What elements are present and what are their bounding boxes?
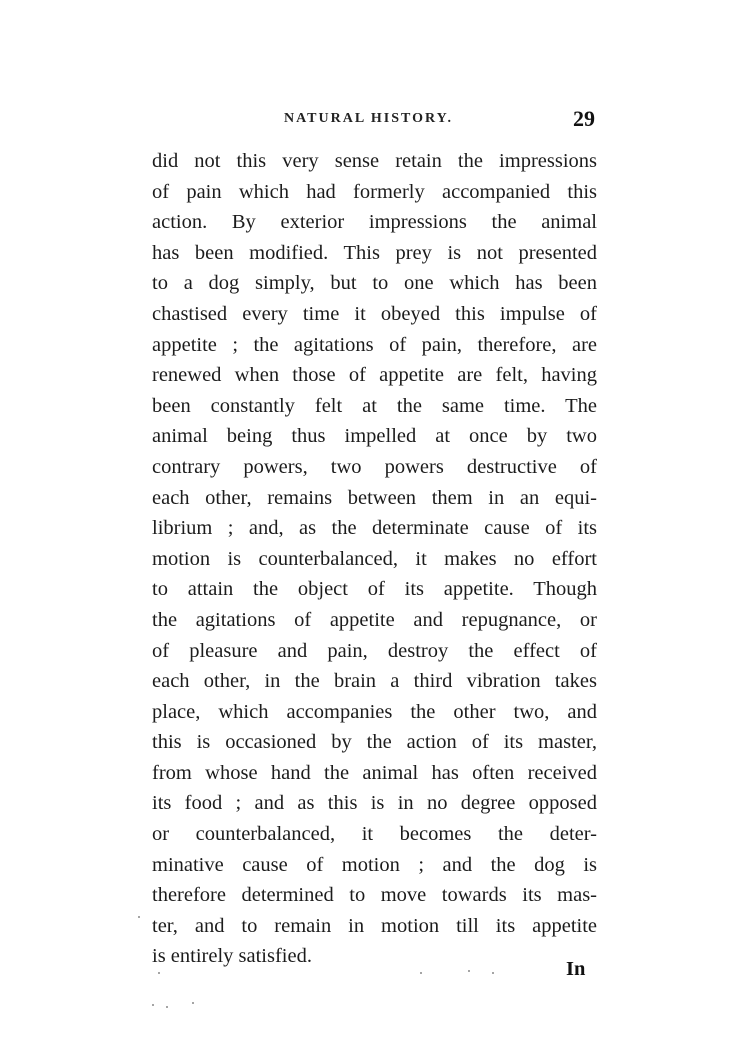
- text-line: to a dog simply, but to one which has been: [152, 272, 597, 295]
- text-line: action. By exterior impressions the animal: [152, 211, 597, 234]
- print-speck: [138, 916, 140, 918]
- print-speck: [492, 972, 494, 974]
- text-line: its food ; and as this is in no degree opposed: [152, 792, 597, 815]
- page-header: [152, 106, 597, 136]
- print-speck: [192, 1002, 194, 1004]
- text-line: has been modified. This prey is not presented: [152, 241, 597, 264]
- text-line: of pleasure and pain, destroy the effect of: [152, 639, 597, 662]
- text-line: therefore determined to move towards its mas-: [152, 884, 597, 907]
- print-speck: [152, 1004, 154, 1006]
- text-line: the agitations of appetite and repugnance, or: [152, 608, 597, 631]
- text-line: each other, remains between them in an equi-: [152, 486, 597, 509]
- text-line: minative cause of motion ; and the dog is: [152, 853, 597, 876]
- text-line: ter, and to remain in motion till its appetite: [152, 914, 597, 937]
- print-speck: [468, 970, 470, 972]
- text-line: place, which accompanies the other two, and: [152, 700, 597, 723]
- print-speck: [158, 972, 160, 974]
- text-line: been constantly felt at the same time. The: [152, 394, 597, 417]
- text-line: contrary powers, two powers destructive of: [152, 455, 597, 478]
- text-line: to attain the object of its appetite. Though: [152, 578, 597, 601]
- body-text: [152, 146, 597, 972]
- catchword: In: [566, 958, 586, 980]
- text-line: animal being thus impelled at once by two: [152, 425, 597, 448]
- text-line: this is occasioned by the action of its master,: [152, 731, 597, 754]
- text-line: or counterbalanced, it becomes the deter-: [152, 823, 597, 846]
- text-line: motion is counterbalanced, it makes no effort: [152, 547, 597, 570]
- text-line: renewed when those of appetite are felt, having: [152, 364, 597, 387]
- text-line: each other, in the brain a third vibration takes: [152, 670, 597, 693]
- text-line: did not this very sense retain the impressions: [152, 150, 597, 172]
- text-line: is entirely satisfied.: [152, 945, 312, 968]
- running-head: NATURAL HISTORY.: [284, 111, 453, 126]
- text-line: from whose hand the animal has often received: [152, 761, 597, 784]
- print-speck: [420, 972, 422, 974]
- text-line: of pain which had formerly accompanied this: [152, 180, 597, 203]
- text-line: appetite ; the agitations of pain, therefore, are: [152, 333, 597, 356]
- text-line: chastised every time it obeyed this impulse of: [152, 302, 597, 325]
- text-line: librium ; and, as the determinate cause of its: [152, 517, 597, 540]
- page-number: 29: [573, 106, 595, 131]
- print-speck: [166, 1006, 168, 1008]
